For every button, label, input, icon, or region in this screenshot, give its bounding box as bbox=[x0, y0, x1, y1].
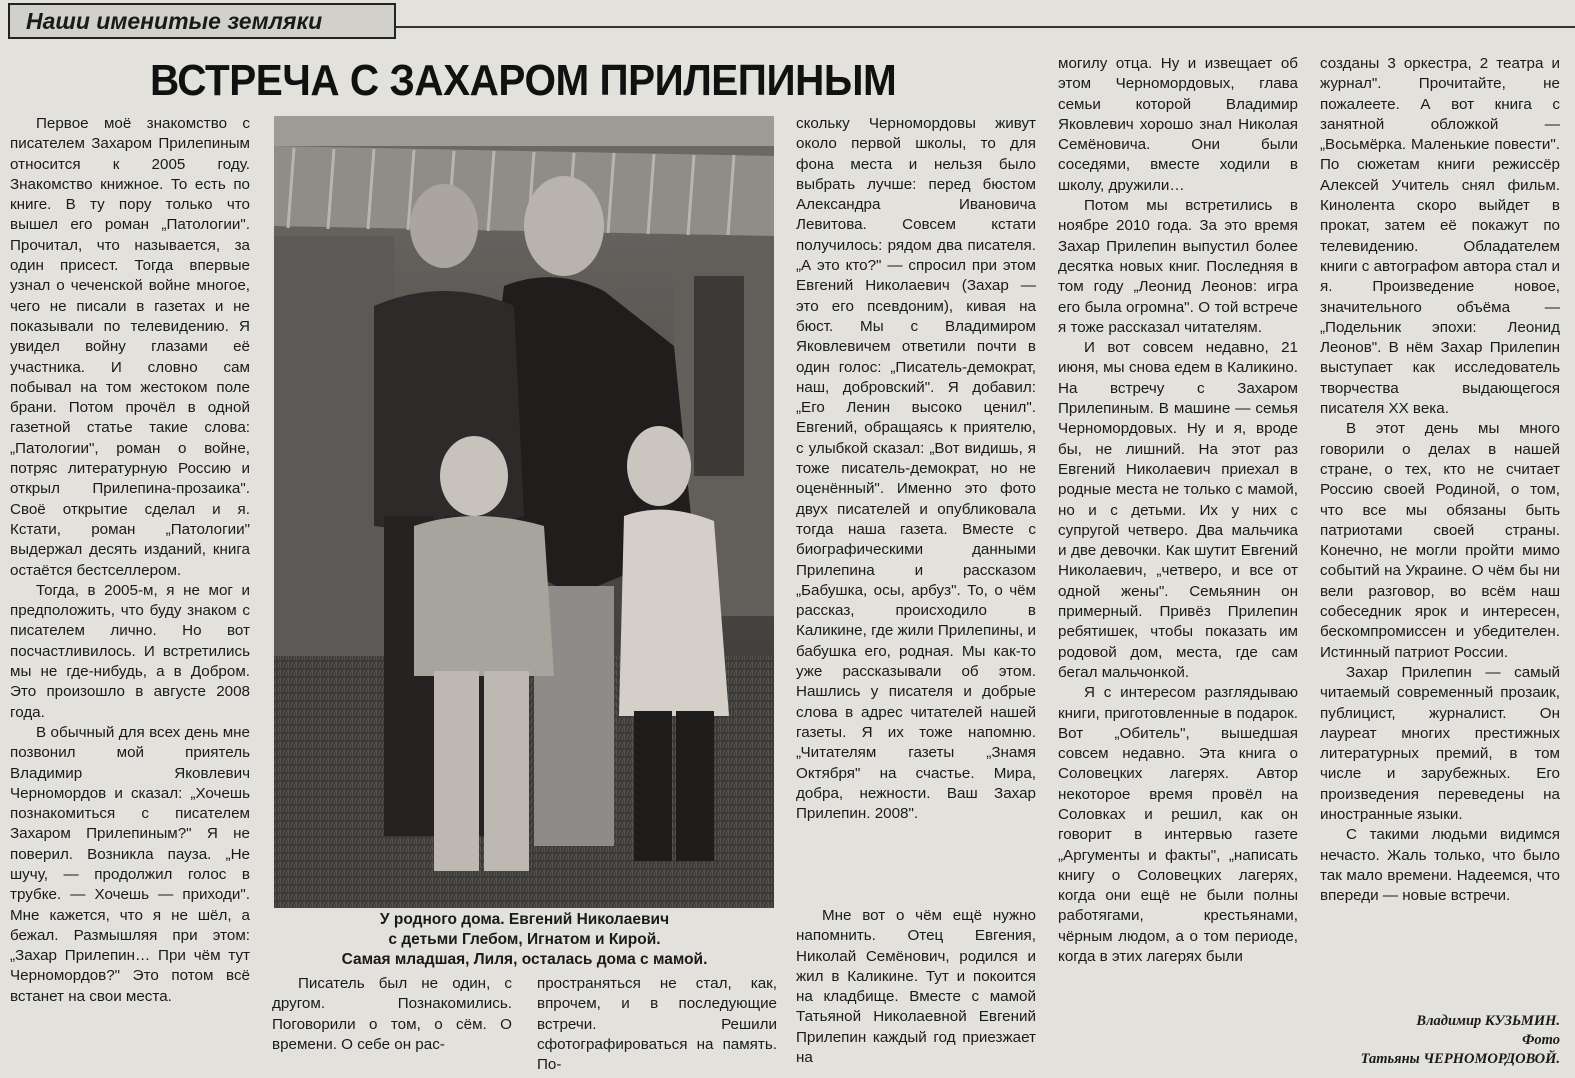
rubric-label: Наши именитые земляки bbox=[26, 8, 323, 34]
paragraph: Тогда, в 2005-м, я не мог и предположить, что буду знаком с писателем лично. Но вот посчастливилось. И встретились мы не где-нибудь, а в Добром. Это произошло в августе 2008 года. bbox=[10, 581, 250, 721]
paragraph: Мне вот о чём ещё нужно напомнить. Отец Евгения, Николай Семёнович, родился и жил в Каликине. Тут и покоится на кладбище. Вместе с мамой Татьяной Николаевной Евгений Прилепин каждый год приезжает на bbox=[796, 907, 1036, 1067]
family-photo bbox=[274, 116, 774, 908]
paragraph: Первое моё знакомство с писателем Захаром Прилепиным относится к 2005 году. Знакомство книжное. То есть по книге. В ту пору только что вышел его роман „Патологии". Прочитал, что называется, за один присест. Тогда впервые узнал о чеченской войне многое, чего не писали в газетах и не показывали по телевидению. Я увидел войну глазами её участника. И словно сам побывал на том жестоком поле брани. Потом прочёл в одной газетной статье такие слова: „Патологии", роман о войне, потряс литературную Россию и открыл Прилепина-прозаика". Своё открытие сделал и я. Кстати, роман „Патологии" выдержал десять изданий, книга остаётся бестселлером. bbox=[10, 115, 250, 579]
paragraph: В этот день мы много говорили о делах в нашей стране, о тех, кто не считает Россию своей Родиной, о том, что все мы обязаны быть патриотами своей страны. Конечно, не могли пройти мимо событий на Украине. О чём бы ни вели разговор, во всём наш собеседник ярок и интересен, бескомпромиссен и убедителен. Истинный патриот России. bbox=[1320, 420, 1560, 661]
paragraph: С такими людьми видимся нечасто. Жаль только, что было так мало времени. Надеемся, что впереди — новые встречи. bbox=[1320, 826, 1560, 905]
paragraph: скольку Черномордовы живут около первой школы, то для фона места и нельзя было выбрать лучше: перед бюстом Александра Ивановича Левитова. Совсем кстати получилось: рядом два писателя. „А это кто?" — спросил при этом Евгений Николаевич (Захар — это его псевдоним), кивая на бюст. Мы с Владимиром Яковлевичем ответили почти в один голос: „Писатель-демократ, наш, добровский". Я добавил: „Его Ленин высоко ценил". Евгений, обращаясь к приятелю, с улыбкой сказал: „Вот видишь, я тоже писатель-демократ, но не оценённый". Именно это фото двух писателей и опубликовала тогда наша газета. Вместе с биографическими данными Прилепина и рассказом „Бабушка, осы, арбуз". То, о чём рассказ, происходило в Каликине, где жили Прилепины, и бабушка его, родная. Мы как-то уже рассказывали об этом. Нашлись у писателя и добрые слова в адрес читателей нашей газеты. Я их тоже напомню. „Читателям газеты „Знамя Октября" на счастье. Мира, добра, нежности. Ваш Захар Прилепин. 2008". bbox=[796, 115, 1036, 823]
paragraph: В обычный для всех день мне позвонил мой приятель Владимир Яковлевич Черномордов и сказал: „Хочешь познакомиться с писателем Захаром Прилепиным?" Я не поверил. Возникла пауза. „Не шучу, — продолжил голос в трубке. — Хочешь — приходи". Мне кажется, что я не шёл, а бежал. Размышляя при этом: „Захар Прилепин… При чём тут Черномордов?" Это потом всё встанет на свои места. bbox=[10, 723, 250, 1005]
paragraph: Я с интересом разглядываю книги, приготовленные в подарок. Вот „Обитель", вышедшая совсем недавно. Эта книга о Соловецких лагерях. Автор некоторое время провёл на Соловках и решил, как он говорит в интервью газете „Аргументы и факты", „написать книгу о Соловецких лагерях, когда они ещё не были полны работягами, крестьянами, чёрным людом, а о том периоде, когда в этих лагерях были bbox=[1058, 684, 1298, 966]
column-3 bbox=[796, 114, 1036, 914]
caption-line: Самая младшая, Лиля, осталась дома с мамой. bbox=[341, 951, 708, 968]
paragraph: Писатель был не один, с другом. Познакомились. Поговорили о том, о сём. О времени. О себе он рас- bbox=[272, 975, 512, 1053]
paragraph: И вот совсем недавно, 21 июня, мы снова едем в Каликино. На встречу с Захаром Прилепиным. В машине — семья Черномордовых. Ну и я, вроде бы, не лишний. На этот раз Евгений Николаевич приехал в родные места не только с мамой, но и с детьми. Их у них с супругой четверо. Два мальчика и две девочки. Как шутит Евгений Николаевич, „четверо, и все от одной жены". Семьянин он примерный. Привёз Прилепин ребятишек, чтобы показать им родовой дом, места, где сам бегал мальчонкой. bbox=[1058, 339, 1298, 681]
paragraph: пространяться не стал, как, впрочем, и в последующие встречи. Решили сфотографироваться на память. По- bbox=[537, 975, 777, 1074]
rubric-rule bbox=[396, 26, 1575, 28]
caption-line: У родного дома. Евгений Николаевич bbox=[379, 911, 670, 928]
column-2b bbox=[537, 974, 777, 1078]
byline bbox=[1310, 1012, 1560, 1069]
photo-caption bbox=[272, 910, 777, 970]
photo-credit-word: Фото bbox=[1522, 1032, 1560, 1048]
rubric-box bbox=[8, 3, 396, 39]
headline: ВСТРЕЧА С ЗАХАРОМ ПРИЛЕПИНЫМ bbox=[150, 56, 897, 105]
paragraph: могилу отца. Ну и извещает об этом Черномордовых, глава семьи которой Владимир Яковлевич хорошо знал Николая Семёновича. Они были соседями, вместе ходили в школу, дружили… bbox=[1058, 55, 1298, 194]
author-name: Владимир КУЗЬМИН. bbox=[1416, 1013, 1560, 1029]
paragraph: Захар Прилепин — самый читаемый современный прозаик, публицист, журналист. Он лауреат многих престижных литературных премий, в том числе и зарубежных. Его произведения переведены на иностранные языки. bbox=[1320, 663, 1560, 823]
column-3-continued bbox=[796, 906, 1036, 1078]
column-1 bbox=[10, 114, 250, 1076]
column-4 bbox=[1058, 54, 1298, 1078]
paragraph: Потом мы встретились в ноябре 2010 года. За это время Захар Прилепин выпустил более десятка новых книг. Последняя в том году „Леонид Леонов: игра его была огромна". О той встрече я тоже рассказал читателям. bbox=[1058, 197, 1298, 336]
photographer-name: Татьяны ЧЕРНОМОРДОВОЙ. bbox=[1360, 1051, 1560, 1067]
column-2a bbox=[272, 974, 512, 1078]
family-photo-illustration bbox=[274, 116, 774, 908]
sub-photo-columns bbox=[272, 974, 777, 1078]
column-5 bbox=[1320, 54, 1560, 1014]
paragraph: созданы 3 оркестра, 2 театра и журнал". Прочитайте, не пожалеете. А вот книга с занятной обложкой — „Восьмёрка. Маленькие повести". По сюжетам книги режиссёр Алексей Учитель снял фильм. Кинолента скоро выйдет в прокат, затем её покажут по телевидению. Обладателем книги с автографом автора стал и я. Произведение новое, значительного объёма — „Подельник эпохи: Леонид Леонов". В нём Захар Прилепин выступает как исследователь творчества выдающегося писателя XX века. bbox=[1320, 55, 1560, 418]
caption-line: с детьми Глебом, Игнатом и Кирой. bbox=[388, 931, 661, 948]
